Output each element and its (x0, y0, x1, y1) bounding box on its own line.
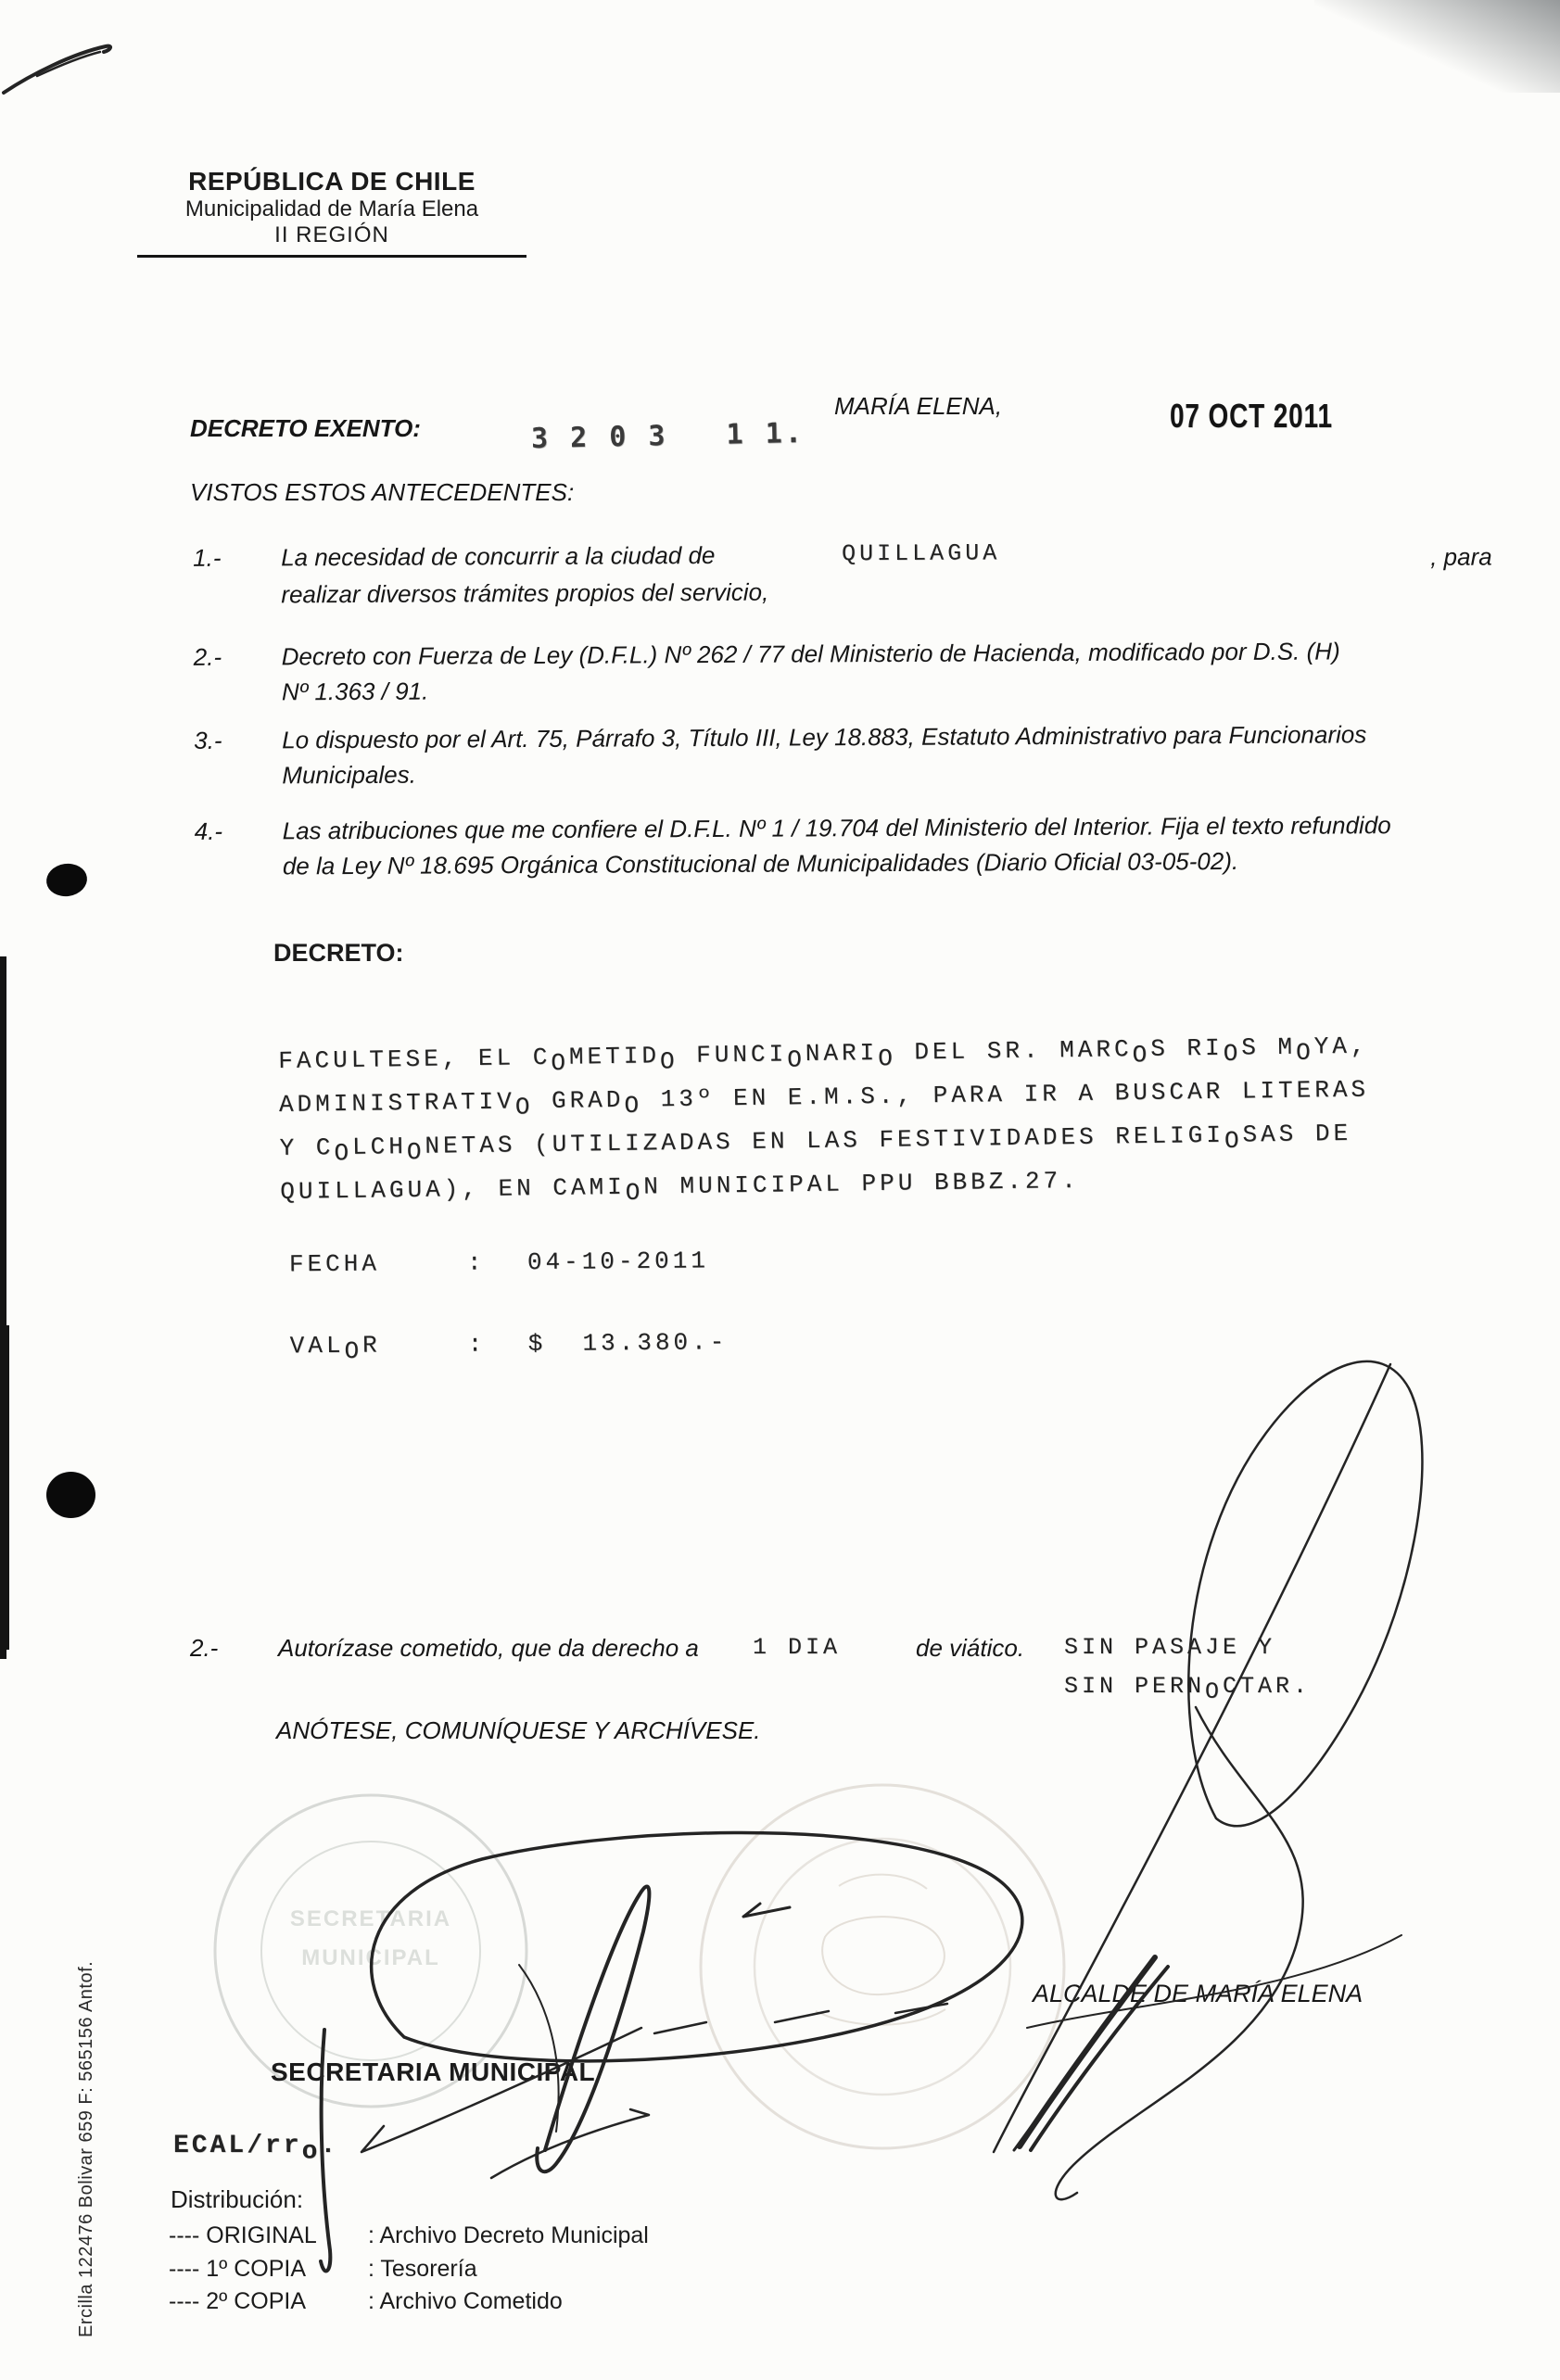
item-3-number: 3.- (194, 726, 222, 754)
item-1-number: 1.- (193, 543, 222, 572)
decreto-heading: DECRETO: (273, 939, 404, 967)
item-2-number: 2.- (193, 642, 222, 671)
authorization-number: 2.- (190, 1634, 219, 1662)
distribution-row (169, 2288, 563, 2315)
decree-number-stamp: 3 2 0 3 1 1. (530, 416, 805, 456)
scan-edge-strip-dark (0, 1325, 9, 1650)
top-left-pen-mark (4, 46, 110, 93)
hole-punch-top (44, 861, 89, 899)
letterhead-municipality: Municipalidad de María Elena (184, 196, 479, 222)
viatico-note-line1: SIN PASAJE Y (1064, 1634, 1276, 1661)
vistos-heading: VISTOS ESTOS ANTECEDENTES: (190, 478, 575, 506)
decree-body-line3: Y COLCHONETAS (UTILIZADAS EN LAS FESTIVIDADES RELIGIOSAS DE (279, 1119, 1352, 1168)
distribution-row (169, 2256, 477, 2283)
decree-body (278, 1023, 1485, 1214)
hole-punch-bottom (46, 1472, 95, 1518)
svg-text:MUNICIPAL: MUNICIPAL (301, 1945, 440, 1970)
distribution-dest-original: : Archivo Decreto Municipal (367, 2222, 649, 2248)
decree-body-line2: ADMINISTRATIVO GRADO 13º EN E.M.S., PARA IR A BUSCAR LITERAS (278, 1075, 1370, 1121)
valor-value: $ 13.380.- (527, 1328, 729, 1359)
decree-body-line1: FACULTESE, EL COMETIDO FUNCIONARIO DEL SR. MARCOS RIOS MOYA, (278, 1032, 1369, 1078)
viatico-note-line2: SIN PERNOCTAR. (1064, 1673, 1312, 1705)
initials-typed: ECAL/rro. (173, 2132, 339, 2167)
valor-label: VALOR (289, 1331, 381, 1366)
scan-corner-shadow (1314, 0, 1560, 93)
item-3-line1: Lo dispuesto por el Art. 75, Párrafo 3, Título III, Ley 18.883, Estatuto Administrativo para Funcionarios (282, 720, 1367, 754)
anotese-line: ANÓTESE, COMUNÍQUESE Y ARCHÍVESE. (276, 1716, 761, 1744)
item-2-line2: Nº 1.363 / 91. (281, 677, 429, 706)
item-4-line1: Las atribuciones que me confiere el D.F.L. Nº 1 / 19.704 del Ministerio del Interior. Fija el texto refundido (282, 811, 1391, 845)
svg-text:SECRETARIA: SECRETARIA (289, 1906, 452, 1931)
secretaria-municipal-label: SECRETARIA MUNICIPAL (271, 2057, 596, 2086)
margin-address-note: Ercilla 122476 Bolivar 659 F: 565156 Antof. (76, 1960, 96, 2337)
distribution-dest-1: : Tesorería (367, 2256, 477, 2282)
item-1-text-post: , para (1430, 542, 1492, 571)
item-3-line2: Municipales. (282, 760, 416, 790)
letterhead-rule (137, 255, 526, 258)
letterhead-country: REPÚBLICA DE CHILE (188, 167, 476, 196)
place-label: MARÍA ELENA, (834, 392, 1003, 420)
fecha-separator: : (466, 1248, 486, 1277)
valor-separator: : (467, 1330, 487, 1359)
item-2-line1: Decreto con Fuerza de Ley (D.F.L.) Nº 262 / 77 del Ministerio de Hacienda, modificado por D.S. (H) (281, 637, 1340, 671)
distribution-heading: Distribución: (171, 2185, 304, 2213)
authorization-text: Autorízase cometido, que da derecho a (278, 1634, 699, 1662)
letterhead (137, 167, 526, 258)
fecha-label: FECHA (288, 1249, 381, 1279)
decree-body-line4: QUILLAGUA), EN CAMION MUNICIPAL PPU BBBZ.27. (280, 1166, 1080, 1208)
date-stamp: 07 OCT 2011 (1170, 397, 1333, 436)
item-1-line2: realizar diversos trámites propios del servicio, (281, 577, 769, 609)
authorization-days-typed: 1 DIA (753, 1634, 842, 1661)
distribution-row (169, 2222, 649, 2249)
item-1-text: La necesidad de concurrir a la ciudad de (281, 540, 716, 572)
item-4-line2: de la Ley Nº 18.695 Orgánica Constitucional de Municipalidades (Diario Oficial 03-05-02). (282, 847, 1239, 880)
item-1-city-typed: QUILLAGUA (842, 539, 1001, 568)
alcalde-signature (994, 1361, 1422, 2199)
secretaria-signature (321, 1832, 1022, 2271)
decree-exento-label: DECRETO EXENTO: (190, 414, 421, 442)
coat-of-arms-stamp-icon (701, 1785, 1064, 2148)
distribution-dest-2: : Archivo Cometido (367, 2288, 563, 2314)
authorization-text-mid: de viático. (916, 1634, 1025, 1662)
distribution-copy-2: ---- 2º COPIA (169, 2288, 307, 2314)
letterhead-region: II REGIÓN (274, 222, 389, 248)
distribution-copy-1: ---- 1º COPIA (169, 2256, 307, 2282)
distribution-copy-original: ---- ORIGINAL (169, 2222, 317, 2248)
item-4-number: 4.- (194, 817, 223, 845)
fecha-value: 04-10-2011 (526, 1247, 710, 1277)
alcalde-label: ALCALDE DE MARÍA ELENA (1033, 1980, 1363, 2007)
